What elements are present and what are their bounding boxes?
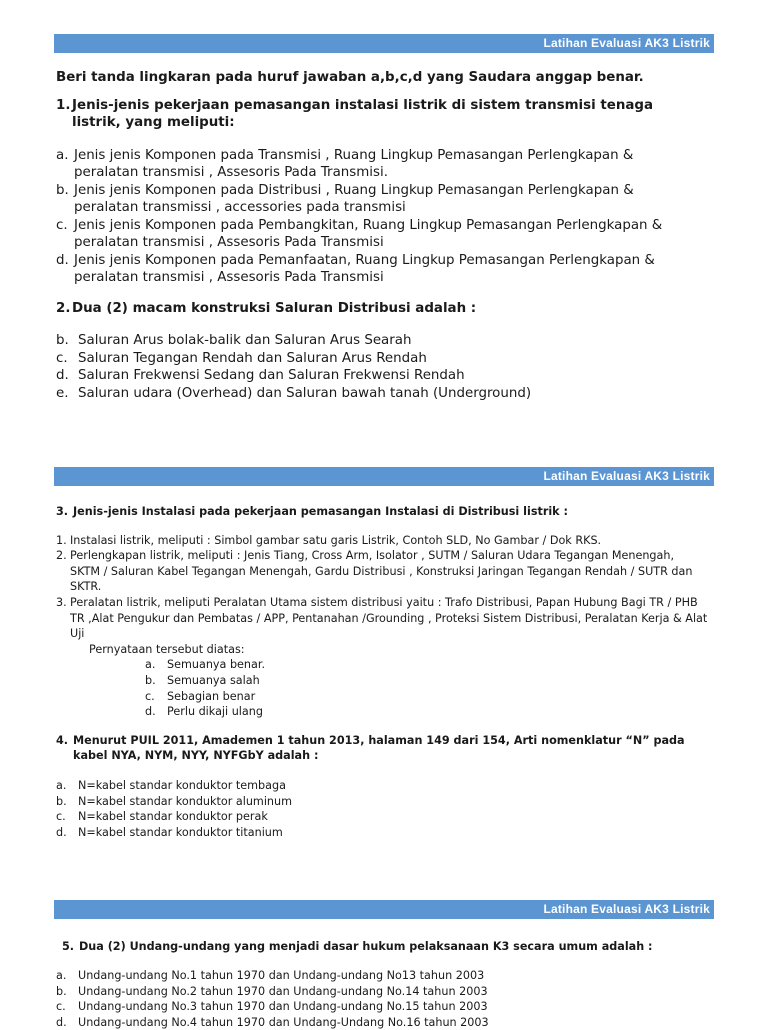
question-2 — [56, 300, 716, 318]
option-text: Saluran Arus bolak-balik dan Saluran Arus Searah — [78, 333, 412, 348]
question-block-1 — [56, 69, 716, 402]
option-b[interactable] — [56, 794, 716, 810]
instruction: Beri tanda lingkaran pada huruf jawaban a,b,c,d yang Saudara anggap benar. — [56, 70, 644, 85]
option-text: N=kabel standar konduktor tembaga — [78, 778, 286, 792]
option-letter: a. — [56, 147, 69, 163]
question-5 — [62, 939, 712, 955]
header-label: Latihan Evaluasi AK3 Listrik — [543, 902, 710, 916]
statement-text: Instalasi listrik, meliputi : Simbol gambar satu garis Listrik, Contoh SLD, No Gambar / Dok RKS. — [70, 533, 602, 547]
section-header-bar — [54, 467, 714, 486]
option-c[interactable] — [56, 350, 716, 368]
option-c[interactable] — [56, 809, 716, 825]
option-b[interactable] — [145, 673, 716, 689]
option-text: N=kabel standar konduktor titanium — [78, 825, 283, 839]
option-text: Jenis jenis Komponen pada Pemanfaatan, Ruang Lingkup Pemasangan Perlengkapan & peralatan transmisi , Assesoris Pada Transmisi — [74, 252, 655, 285]
question-number: 3. — [56, 505, 69, 518]
option-text: Jenis jenis Komponen pada Transmisi , Ruang Lingkup Pemasangan Perlengkapan & peralatan transmisi , Assesoris Pada Transmisi. — [74, 147, 634, 180]
answer-options — [145, 657, 716, 719]
option-a[interactable] — [145, 657, 716, 673]
option-text: Saluran Tegangan Rendah dan Saluran Arus Rendah — [78, 350, 427, 366]
option-letter: e. — [56, 385, 69, 401]
option-e[interactable] — [56, 385, 716, 403]
option-text: Perlu dikaji ulang — [167, 705, 263, 719]
option-d[interactable] — [56, 1015, 716, 1030]
option-d[interactable] — [145, 704, 716, 720]
option-b[interactable] — [56, 332, 716, 350]
section-header-bar — [54, 34, 714, 53]
option-letter: c. — [56, 1000, 66, 1014]
option-d[interactable] — [56, 825, 716, 841]
question-text: Dua (2) macam konstruksi Saluran Distribusi adalah : — [72, 300, 477, 316]
question-text: Dua (2) Undang-undang yang menjadi dasar hukum pelaksanaan K3 secara umum adalah : — [79, 940, 653, 953]
option-text: Saluran Frekwensi Sedang dan Saluran Frekwensi Rendah — [78, 368, 465, 383]
option-a[interactable] — [56, 968, 716, 984]
option-text: N=kabel standar konduktor perak — [78, 810, 268, 824]
header-label: Latihan Evaluasi AK3 Listrik — [543, 469, 710, 483]
option-text: Undang-undang No.2 tahun 1970 dan Undang-undang No.14 tahun 2003 — [78, 984, 488, 998]
question-text: Menurut PUIL 2011, Amademen 1 tahun 2013, halaman 149 dari 154, Arti nomenklatur “N” pada kabel NYA, NYM, NYY, NYFGbY adalah : — [73, 733, 685, 763]
option-d[interactable] — [56, 367, 716, 385]
question-3 — [56, 504, 716, 520]
question-text: Jenis-jenis pekerjaan pemasangan instalasi listrik di sistem transmisi tenaga listrik, yang meliputi: — [72, 97, 654, 130]
question-1 — [56, 97, 716, 132]
option-text: Sebagian benar — [167, 689, 256, 703]
question-block-3 — [56, 504, 716, 840]
statement-number: 1. — [56, 533, 67, 547]
option-b[interactable] — [56, 182, 716, 217]
statement-text: Peralatan listrik, meliputi Peralatan Utama sistem distribusi yaitu : Trafo Distribusi, Papan Hubung Bagi TR / PHB TR ,Alat Pengukur dan Pembatas / APP, Pentanahan /Grounding , Proteksi Sistem Distribusi, Peralatan Kerja & Alat Uji — [70, 595, 708, 641]
option-text: N=kabel standar konduktor aluminum — [78, 794, 293, 808]
option-letter: a. — [145, 658, 156, 672]
option-text: Jenis jenis Komponen pada Distribusi , Ruang Lingkup Pemasangan Perlengkapan & peralatan transmissi , accessories pada transmisi — [74, 182, 634, 215]
option-c[interactable] — [56, 217, 716, 252]
option-letter: b. — [145, 673, 156, 687]
option-letter: b. — [56, 333, 69, 348]
option-letter: a. — [56, 778, 67, 792]
option-letter: d. — [56, 825, 67, 839]
option-letter: d. — [145, 705, 156, 719]
statement-2 — [56, 548, 716, 595]
option-text: Semuanya benar. — [167, 658, 266, 672]
statement-number: 3. — [56, 595, 67, 609]
question-text: Jenis-jenis Instalasi pada pekerjaan pemasangan Instalasi di Distribusi listrik : — [73, 505, 568, 518]
question-4 — [56, 733, 716, 764]
option-letter: c. — [56, 810, 66, 824]
option-text: Semuanya salah — [167, 673, 260, 687]
option-letter: d. — [56, 368, 69, 383]
option-c[interactable] — [56, 999, 716, 1015]
option-letter: b. — [56, 182, 69, 198]
option-letter: c. — [56, 217, 68, 233]
question-number: 2. — [56, 300, 71, 316]
option-d[interactable] — [56, 252, 716, 287]
question-number: 1. — [56, 97, 71, 113]
statement-prompt: Pernyataan tersebut diatas: — [89, 642, 245, 656]
statement-text: Perlengkapan listrik, meliputi : Jenis Tiang, Cross Arm, Isolator , SUTM / Saluran Udara Tegangan Menengah, SKTM / Saluran Kabel Tegangan Menengah, Gardu Distribusi , Konstruksi Jaringan Tegangan Rendah / SUTR dan SKTR. — [70, 549, 693, 594]
option-letter: d. — [56, 252, 69, 268]
option-a[interactable] — [56, 778, 716, 794]
option-c[interactable] — [145, 689, 716, 705]
option-b[interactable] — [56, 984, 716, 1000]
question-block-5 — [62, 939, 712, 968]
question-number: 4. — [56, 733, 69, 747]
header-label: Latihan Evaluasi AK3 Listrik — [543, 36, 710, 50]
option-letter: b. — [56, 984, 67, 998]
option-text: Undang-undang No.1 tahun 1970 dan Undang-undang No13 tahun 2003 — [78, 969, 485, 982]
option-letter: b. — [56, 794, 67, 808]
statement-1 — [56, 533, 716, 549]
question-number: 5. — [62, 940, 75, 953]
option-text: Jenis jenis Komponen pada Pembangkitan, Ruang Lingkup Pemasangan Perlengkapan & peralatan transmisi , Assesoris Pada Transmisi — [74, 217, 663, 250]
statement-number: 2. — [56, 549, 67, 563]
statement-3 — [56, 595, 716, 642]
section-header-bar — [54, 900, 714, 919]
option-letter: c. — [56, 350, 68, 366]
option-letter: a. — [56, 969, 67, 982]
option-text: Saluran udara (Overhead) dan Saluran bawah tanah (Underground) — [78, 385, 532, 401]
option-text: Undang-undang No.3 tahun 1970 dan Undang-undang No.15 tahun 2003 — [78, 1000, 488, 1014]
question-5-options — [56, 968, 716, 1030]
option-a[interactable] — [56, 147, 716, 182]
option-text: Undang-undang No.4 tahun 1970 dan Undang-Undang No.16 tahun 2003 — [78, 1015, 489, 1029]
option-letter: c. — [145, 689, 155, 703]
option-letter: d. — [56, 1015, 67, 1029]
